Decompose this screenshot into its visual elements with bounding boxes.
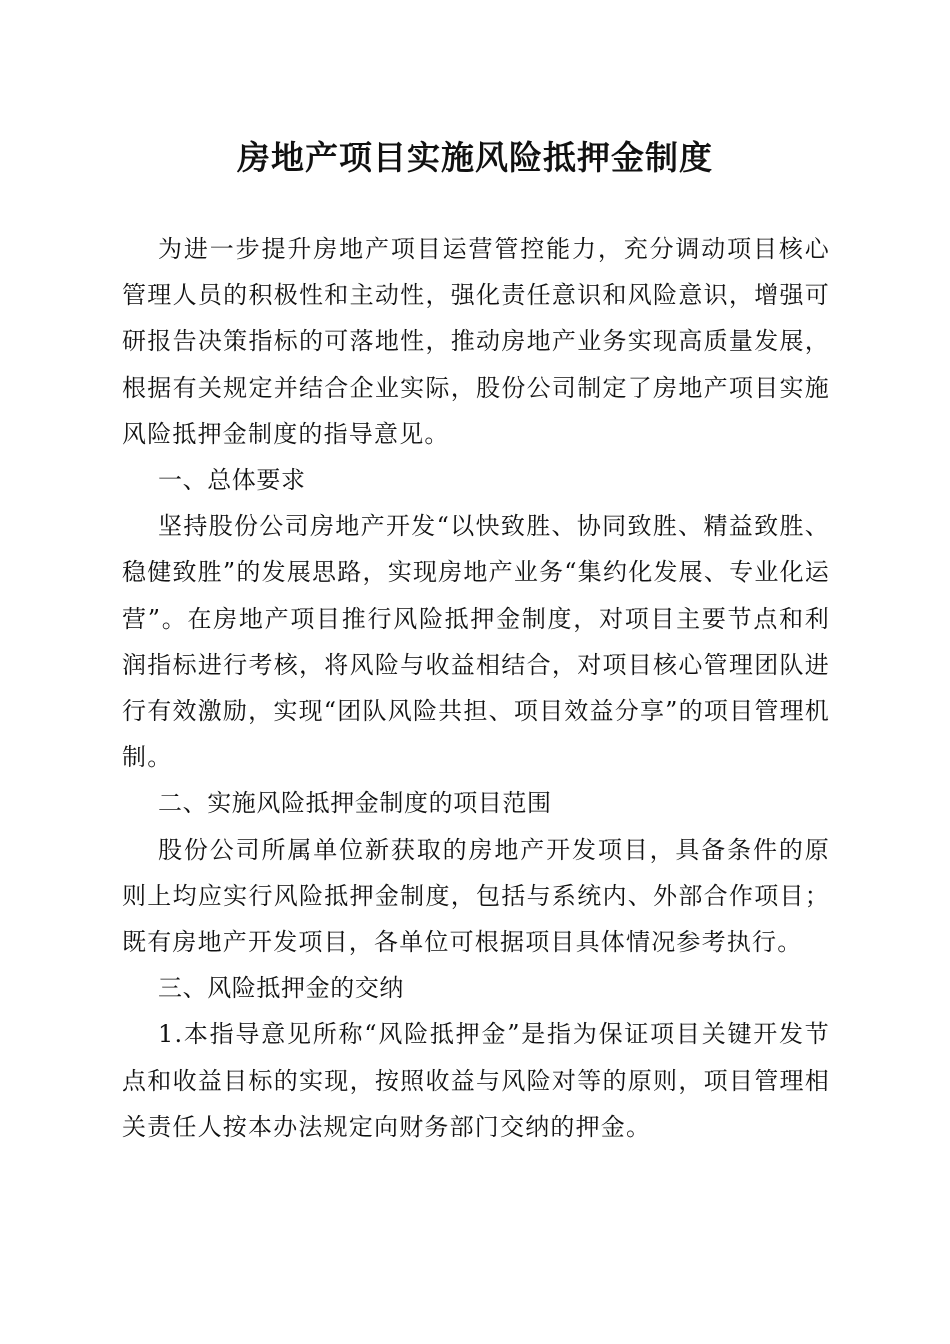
section-3-heading: 三、风险抵押金的交纳 <box>158 974 404 1003</box>
section-2-heading: 二、实施风险抵押金制度的项目范围 <box>158 789 552 818</box>
document-body <box>122 226 830 1150</box>
section-3-paragraph: 1.本指导意见所称“风险抵押金”是指为保证项目关键开发节点和收益目标的实现，按照收益与风险对等的原则，项目管理相关责任人按本办法规定向财务部门交纳的押金。 <box>122 1020 830 1141</box>
section-2-paragraph: 股份公司所属单位新获取的房地产开发项目，具备条件的原则上均应实行风险抵押金制度，包括与系统内、外部合作项目；既有房地产开发项目，各单位可根据项目具体情况参考执行。 <box>122 835 830 957</box>
section-1-paragraph: 坚持股份公司房地产开发“以快致胜、协同致胜、精益致胜、稳健致胜”的发展思路，实现房地产业务“集约化发展、专业化运营”。在房地产项目推行风险抵押金制度，对项目主要节点和利润指标进行考核，将风险与收益相结合，对项目核心管理团队进行有效激励，实现“团队风险共担、项目效益分享”的项目管理机制。 <box>122 512 830 772</box>
document-title: 房地产项目实施风险抵押金制度 <box>237 138 713 177</box>
intro-paragraph: 为进一步提升房地产项目运营管控能力，充分调动项目核心管理人员的积极性和主动性，强化责任意识和风险意识，增强可研报告决策指标的可落地性，推动房地产业务实现高质量发展，根据有关规定并结合企业实际，股份公司制定了房地产项目实施风险抵押金制度的指导意见。 <box>122 235 830 448</box>
section-1-heading: 一、总体要求 <box>158 466 306 495</box>
